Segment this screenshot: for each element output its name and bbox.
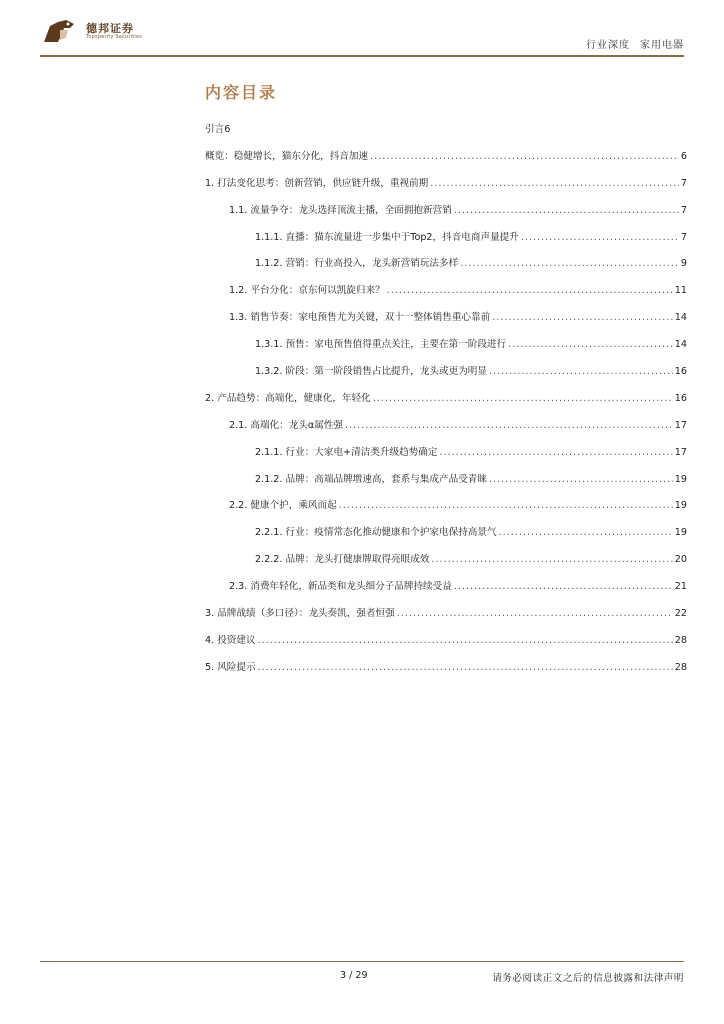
toc-entry-label: 1. 打法变化思考：创新营销，供应链升级，重视前期 (205, 177, 429, 189)
toc-entry-page: 19 (674, 500, 687, 512)
toc-leader-dots (431, 554, 672, 565)
toc-entry[interactable] (205, 333, 687, 360)
toc-entry-label: 2.1.1. 行业：大家电+清洁类升级趋势确定 (255, 446, 438, 458)
toc-entry[interactable] (205, 118, 687, 145)
toc-entry[interactable] (205, 145, 687, 172)
toc-entry-page: 17 (674, 419, 687, 431)
toc-entry[interactable] (205, 172, 687, 199)
toc-entry-label: 1.3.1. 预售：家电预售值得重点关注，主要在第一阶段进行 (255, 339, 507, 351)
toc-entry-page: 14 (674, 339, 687, 351)
company-logo-icon (40, 16, 80, 48)
toc-entry-label: 引言 (205, 124, 225, 135)
toc-leader-dots (258, 662, 673, 673)
toc-entry-page: 28 (674, 661, 687, 673)
toc-entry[interactable] (205, 548, 687, 575)
toc-entry-label: 1.3. 销售节奏：家电预售尤为关键，双十一整体销售重心靠前 (229, 312, 491, 324)
toc-entry-page: 19 (674, 527, 687, 539)
toc-entry[interactable] (205, 252, 687, 279)
toc-leader-dots (258, 635, 673, 646)
toc-entry-page: 7 (680, 231, 687, 243)
toc-entry-page: 28 (674, 634, 687, 646)
toc-entry[interactable] (205, 521, 687, 548)
toc-entry[interactable] (205, 226, 687, 253)
toc-entry-label: 2.1. 高端化：龙头α属性强 (229, 419, 344, 431)
table-of-contents (205, 118, 687, 683)
footer-divider (40, 961, 684, 962)
toc-leader-dots (454, 581, 673, 592)
toc-entry-label: 2.2. 健康个护，乘风而起 (229, 500, 337, 512)
toc-entry[interactable] (205, 656, 687, 683)
toc-leader-dots (345, 420, 673, 431)
toc-entry-page: 21 (674, 581, 687, 593)
toc-entry[interactable] (205, 387, 687, 414)
toc-entry-label: 5. 风险提示 (205, 661, 256, 673)
toc-entry-page: 6 (680, 150, 687, 162)
toc-entry-page: 16 (674, 366, 687, 378)
toc-entry-page: 7 (680, 177, 687, 189)
toc-leader-dots (430, 178, 679, 189)
toc-leader-dots (454, 205, 679, 216)
toc-leader-dots (387, 285, 673, 296)
toc-entry-page: 7 (680, 204, 687, 216)
toc-leader-dots (339, 500, 673, 511)
toc-leader-dots (373, 393, 673, 404)
toc-entry[interactable] (205, 279, 687, 306)
page-header (0, 0, 724, 60)
toc-entry-label: 概览：稳健增长，猫东分化，抖音加速 (205, 150, 369, 162)
toc-entry-label: 4. 投资建议 (205, 634, 256, 646)
toc-entry-page: 20 (674, 554, 687, 566)
toc-entry-page: 19 (674, 473, 687, 485)
toc-entry-label: 3. 品牌战绩（多口径）：龙头奏凯，强者恒强 (205, 608, 395, 620)
toc-entry-page: 6 (224, 124, 231, 135)
toc-leader-dots (397, 608, 673, 619)
toc-entry[interactable] (205, 602, 687, 629)
toc-leader-dots (460, 258, 679, 269)
sector-name: 家用电器 (640, 40, 684, 51)
toc-leader-dots (499, 527, 673, 538)
toc-leader-dots (439, 447, 672, 458)
toc-entry-label: 2.1.2. 品牌：高端品牌增速高，套系与集成产品受青睐 (255, 473, 487, 485)
page-number: 3 / 29 (340, 970, 368, 981)
toc-leader-dots (370, 151, 679, 162)
toc-title: 内容目录 (205, 83, 278, 102)
toc-entry-label: 1.1. 流量争夺：龙头选择顶流主播，全面拥抱新营销 (229, 204, 452, 216)
toc-leader-dots (508, 339, 673, 350)
toc-entry-page: 9 (680, 258, 687, 270)
header-divider (40, 55, 684, 57)
toc-entry-label: 1.2. 平台分化：京东何以凯旋归来？ (229, 285, 385, 297)
logo-en-text: Topsperity Securities (86, 34, 143, 40)
toc-leader-dots (521, 232, 679, 243)
toc-entry-label: 2. 产品趋势：高端化，健康化，年轻化 (205, 392, 371, 404)
toc-entry-page: 16 (674, 392, 687, 404)
toc-entry-label: 2.2.1. 行业：疫情常态化推动健康和个护家电保持高景气 (255, 527, 497, 539)
toc-entry[interactable] (205, 199, 687, 226)
toc-entry[interactable] (205, 629, 687, 656)
logo-cn-text: 德邦证券 (86, 22, 134, 35)
toc-entry-label: 1.1.2. 营销：行业高投入，龙头新营销玩法多样 (255, 258, 459, 270)
toc-entry-page: 14 (674, 312, 687, 324)
toc-entry-label: 2.3. 消费年轻化，新品类和龙头细分子品牌持续受益 (229, 581, 452, 593)
toc-entry[interactable] (205, 494, 687, 521)
toc-leader-dots (489, 366, 673, 377)
report-type: 行业深度 (586, 40, 630, 51)
toc-leader-dots (489, 474, 673, 485)
toc-entry-page: 22 (674, 608, 687, 620)
toc-entry-label: 2.2.2. 品牌：龙头打健康牌取得亮眼成效 (255, 554, 430, 566)
toc-entry-page: 11 (674, 285, 687, 297)
toc-entry[interactable] (205, 575, 687, 602)
toc-entry-page: 17 (674, 446, 687, 458)
header-category (586, 36, 684, 51)
legal-disclaimer: 请务必阅读正文之后的信息披露和法律声明 (492, 973, 684, 984)
toc-entry[interactable] (205, 360, 687, 387)
toc-leader-dots (492, 312, 673, 323)
toc-entry[interactable] (205, 441, 687, 468)
toc-entry[interactable] (205, 414, 687, 441)
toc-entry-label: 1.1.1. 直播：猫东流量进一步集中于Top2，抖音电商声量提升 (255, 231, 519, 243)
toc-entry[interactable] (205, 468, 687, 495)
toc-entry-label: 1.3.2. 阶段：第一阶段销售占比提升，龙头或更为明显 (255, 366, 487, 378)
toc-entry[interactable] (205, 306, 687, 333)
